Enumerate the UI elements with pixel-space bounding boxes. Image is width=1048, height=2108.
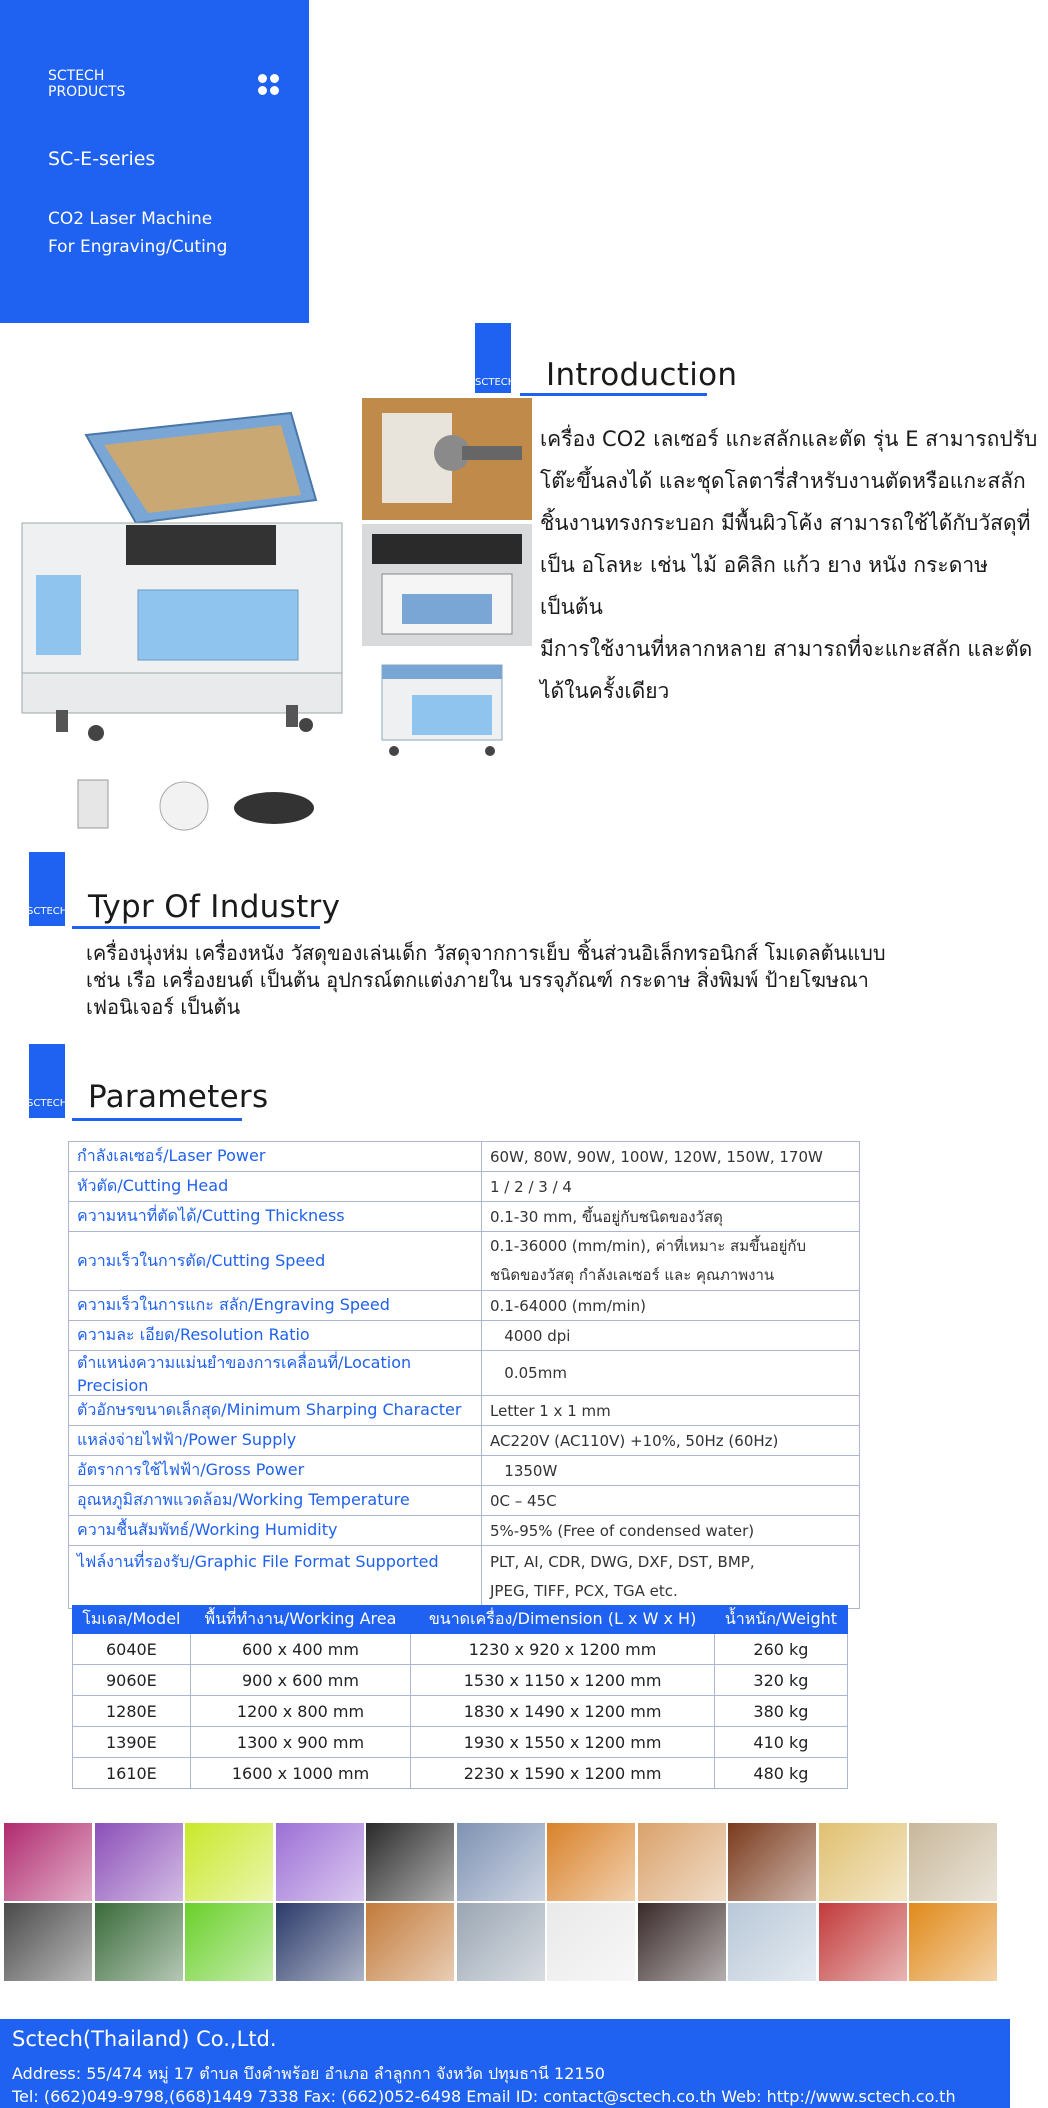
footer [0,2019,1010,2108]
machine-small-image [372,655,512,765]
intro-title: Introduction [546,357,738,393]
cell-line: ชนิดของวัสดุ กำลังเลเซอร์ และ คุณภาพงาน [490,1266,775,1284]
table-row: แหล่งจ่ายไฟฟ้า/Power Supply AC220V (AC110V) +10%, 50Hz (60Hz) [69,1426,860,1456]
table-row: 1390E 1300 x 900 mm 1930 x 1550 x 1200 mm 410 kg [73,1727,848,1758]
industry-title: Typr Of Industry [88,889,341,925]
series-name: SC-E-series [48,148,156,170]
column-header: น้ำหนัก/Weight [714,1606,847,1634]
sample-thumbnail [547,1823,635,1901]
sample-thumbnail [366,1903,454,1981]
rotary-attachment-image [362,398,532,520]
table-row: ความละ เอียด/Resolution Ratio 4000 dpi [69,1321,860,1351]
parameters-table [68,1141,860,1609]
sample-thumbnail [276,1823,364,1901]
table-row: ไฟล์งานที่รองรับ/Graphic File Format Supported PLT, AI, CDR, DWG, DXF, DST, BMP, JPEG, TIFF, PCX, TGA etc. [69,1546,860,1609]
column-header: ขนาดเครื่อง/Dimension (L x W x H) [411,1606,715,1634]
table-row: ตัวอักษรขนาดเล็กสุด/Minimum Sharping Character Letter 1 x 1 mm [69,1396,860,1426]
sample-thumbnail [547,1903,635,1981]
table-row: อัตราการใช้ไฟฟ้า/Gross Power 1350W [69,1456,860,1486]
table-row: ความเร็วในการตัด/Cutting Speed 0.1-36000 (mm/min), ค่าที่เหมาะ สมขึ้นอยู่กับ ชนิดของวัสดุ กำลังเลเซอร์ และ คุณภาพงาน [69,1232,860,1291]
industry-body [86,940,1046,1021]
table-row: 1610E 1600 x 1000 mm 2230 x 1590 x 1200 mm 480 kg [73,1758,848,1789]
section-tag: SCTECH [475,377,516,388]
column-header: พื้นที่ทำงาน/Working Area [190,1606,411,1634]
sample-thumbnail [638,1823,726,1901]
brand-line-1: SCTECH [48,68,105,84]
sample-thumbnail [457,1823,545,1901]
industry-line: เครื่องนุ่งห่ม เครื่องหนัง วัสดุของเล่นเด็ก วัสดุจากการเย็บ ชิ้นส่วนอิเล็กทรอนิกส์ โมเดลต้นแบบ [86,941,886,965]
table-header-row [73,1606,848,1634]
section-underline [520,393,707,396]
table-row: 9060E 900 x 600 mm 1530 x 1150 x 1200 mm 320 kg [73,1665,848,1696]
sample-thumbnail [95,1903,183,1981]
intro-line: มีการใช้งานที่หลากหลาย สามารถที่จะแกะสลัก และตัด [540,637,1033,661]
accessories-image [74,776,324,838]
product-subtitle-2: For Engraving/Cuting [48,237,228,257]
table-row: อุณหภูมิสภาพแวดล้อม/Working Temperature 0C – 45C [69,1486,860,1516]
product-header-card [0,0,309,323]
sample-thumbnail [185,1903,273,1981]
table-row: 6040E 600 x 400 mm 1230 x 920 x 1200 mm 260 kg [73,1634,848,1665]
intro-line: ได้ในครั้งเดียว [540,679,670,703]
cell-line: JPEG, TIFF, PCX, TGA etc. [490,1582,678,1600]
sample-thumbnail [819,1903,907,1981]
product-subtitle-1: CO2 Laser Machine [48,209,213,229]
table-row: กำลังเลเซอร์/Laser Power 60W, 80W, 90W, 100W, 120W, 150W, 170W [69,1142,860,1172]
cell-line: PLT, AI, CDR, DWG, DXF, DST, BMP, [490,1553,755,1571]
sample-thumbnail [819,1823,907,1901]
intro-line: เป็น อโลหะ เช่น ไม้ อคิลิก แก้ว ยาง หนัง กระดาษเป็นต้น [540,553,988,619]
table-row: ความหนาที่ตัดได้/Cutting Thickness 0.1-30 mm, ขึ้นอยู่กับชนิดของวัสดุ [69,1202,860,1232]
machine-front-image [362,524,532,646]
table-row: หัวตัด/Cutting Head 1 / 2 / 3 / 4 [69,1172,860,1202]
company-address: Address: 55/474 หมู่ 17 ตำบล บึงคำพร้อย อำเภอ ลำลูกกา จังหวัด ปทุมธานี 12150 [12,2064,605,2083]
table-row: 1280E 1200 x 800 mm 1830 x 1490 x 1200 mm 380 kg [73,1696,848,1727]
sample-thumbnail [728,1823,816,1901]
column-header: โมเดล/Model [73,1606,191,1634]
sample-thumbnail [185,1823,273,1901]
models-table [72,1605,848,1789]
laser-machine-image [16,405,358,755]
sample-thumbnail [457,1903,545,1981]
sample-thumbnail [95,1823,183,1901]
intro-line: เครื่อง CO2 เลเซอร์ แกะสลักและตัด รุ่น E สามารถปรับ [540,427,1038,451]
brand-line-2: PRODUCTS [48,84,126,100]
intro-line: ชิ้นงานทรงกระบอก มีพื้นผิวโค้ง สามารถใช้ได้กับวัสดุที่ [540,511,1031,535]
sample-thumbnail [4,1903,92,1981]
industry-line: เช่น เรือ เครื่องยนต์ เป็นต้น อุปกรณ์ตกแต่งภายใน บรรจุภัณฑ์ กระดาษ สิ่งพิมพ์ ป้ายโฆษณา [86,968,869,992]
section-underline [72,926,320,929]
intro-line: โต๊ะขึ้นลงได้ และชุดโลตารี่สำหรับงานตัดหรือแกะสลัก [540,469,1026,493]
dots-icon [258,74,280,96]
company-name: Sctech(Thailand) Co.,Ltd. [12,2027,277,2051]
parameters-title: Parameters [88,1079,269,1115]
sample-thumbnail [4,1823,92,1901]
company-contact: Tel: (662)049-9798,(668)1449 7338 Fax: (662)052-6498 Email ID: contact@sctech.co.th Web: http://www.sctech.co.th [12,2087,956,2106]
sample-thumbnail [909,1903,997,1981]
industry-line: เฟอนิเจอร์ เป็นต้น [86,995,241,1019]
intro-body [540,418,1045,712]
section-underline [72,1118,242,1121]
table-row: ความชื้นสัมพัทธ์/Working Humidity 5%-95% (Free of condensed water) [69,1516,860,1546]
sample-thumbnail [366,1823,454,1901]
section-tag: SCTECH [27,1098,68,1109]
sample-thumbnail [728,1903,816,1981]
sample-thumbnail [909,1823,997,1901]
brand-label [48,68,125,100]
table-row: ความเร็วในการแกะ สลัก/Engraving Speed 0.1-64000 (mm/min) [69,1291,860,1321]
section-tag: SCTECH [27,906,68,917]
sample-thumbnail [276,1903,364,1981]
cell-line: 0.1-36000 (mm/min), ค่าที่เหมาะ สมขึ้นอยู่กับ [490,1237,807,1255]
table-row: ตำแหน่งความแม่นยำของการเคลื่อนที่/Location Precision 0.05mm [69,1351,860,1396]
sample-thumbnail [638,1903,726,1981]
